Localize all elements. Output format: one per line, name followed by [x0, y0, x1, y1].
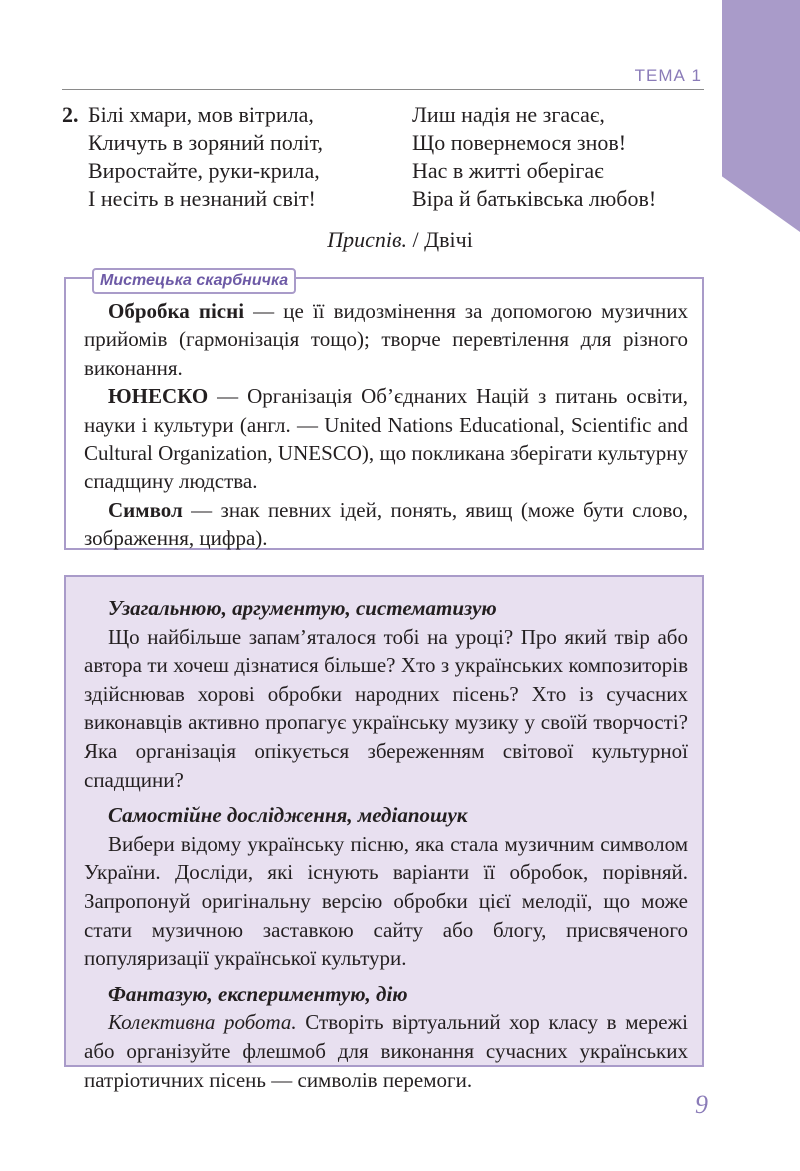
glossary-term: Обробка пісні — [108, 299, 245, 323]
verse-line: Що повернемося знов! — [412, 130, 627, 155]
verse-line: Нас в житті оберігає — [412, 158, 604, 183]
task-heading: Узагальнюю, аргументую, систематизую — [108, 596, 497, 620]
verse-right-column — [412, 101, 732, 213]
refrain-suffix: / Двічі — [407, 227, 473, 252]
verse-line: Віра й батьківська любов! — [412, 186, 657, 211]
task-text — [84, 1008, 688, 1094]
glossary-item — [84, 382, 688, 496]
glossary-definition: — знак певних ідей, понять, явищ (може бути слово, зображення, цифра). — [84, 497, 688, 551]
task-body-text: Що найбільше запам’яталося тобі на уроці? Про який твір або автора ти хочеш дізнатися більше? Хто з українських композиторів здійснював хорові обробки народних пісень? Хто із сучасних виконавців активно пропагує українську музику у своїй творчості? Яка організація опікується збереженням світової культурної спадщини? — [84, 624, 688, 792]
refrain-label: Приспів. — [327, 227, 408, 252]
tasks-content — [84, 594, 688, 1101]
task-text — [84, 623, 688, 795]
verse-line: Виростайте, руки-крила, — [88, 158, 320, 183]
header-rule — [62, 89, 704, 90]
verse-line: І несіть в незнаний світ! — [88, 186, 316, 211]
task-text — [84, 830, 688, 973]
task-body-text: Вибери відому українську пісню, яка стала музичним символом України. Досліди, які існують варіанти її обробок, порівняй. Запропонуй оригінальну версію обробки цієї мелодії, що може стати музичною заставкою сайту або блогу, присвяченого популяризації української культури. — [84, 831, 688, 971]
task-lead: Колективна робота. — [108, 1010, 297, 1035]
glossary-item — [84, 496, 688, 553]
glossary-item — [84, 297, 688, 382]
task-heading: Фантазую, експериментую, дію — [108, 981, 408, 1006]
verse-line: Кличуть в зоряний політ, — [88, 130, 324, 155]
glossary-term: ЮНЕСКО — [108, 384, 209, 409]
verse-line: Білі хмари, мов вітрила, — [88, 102, 314, 127]
refrain-note — [0, 227, 800, 253]
glossary-title: Мистецька скарбничка — [92, 268, 296, 294]
topic-label: ТЕМА 1 — [634, 66, 702, 85]
glossary-definition: — це її видозмінення за допомогою музичних прийомів (гармонізація тощо); творче перевтілення для різного виконання. — [84, 299, 689, 380]
glossary-term: Символ — [108, 497, 183, 522]
verse-number: 2. — [62, 102, 79, 127]
verse-line: Лиш надія не згасає, — [412, 102, 605, 127]
glossary-definition: — Організація Об’єднаних Націй з питань освіти, науки і культури (англ. — United Nations Educational, Scientific and Cultural Organization, UNESCO), що покликана зберігати культурну спадщину людства. — [84, 384, 688, 494]
chapter-tab — [722, 0, 800, 232]
task-heading: Самостійне дослідження, медіапошук — [108, 803, 468, 828]
verse-left-column — [88, 101, 398, 213]
page-number: 9 — [695, 1090, 708, 1119]
task-body-text: Створіть віртуальний хор класу в мережі або організуйте флешмоб для виконання сучасних українських патріотичних пісень — символів перемоги. — [84, 1010, 688, 1092]
glossary-content — [84, 297, 688, 553]
